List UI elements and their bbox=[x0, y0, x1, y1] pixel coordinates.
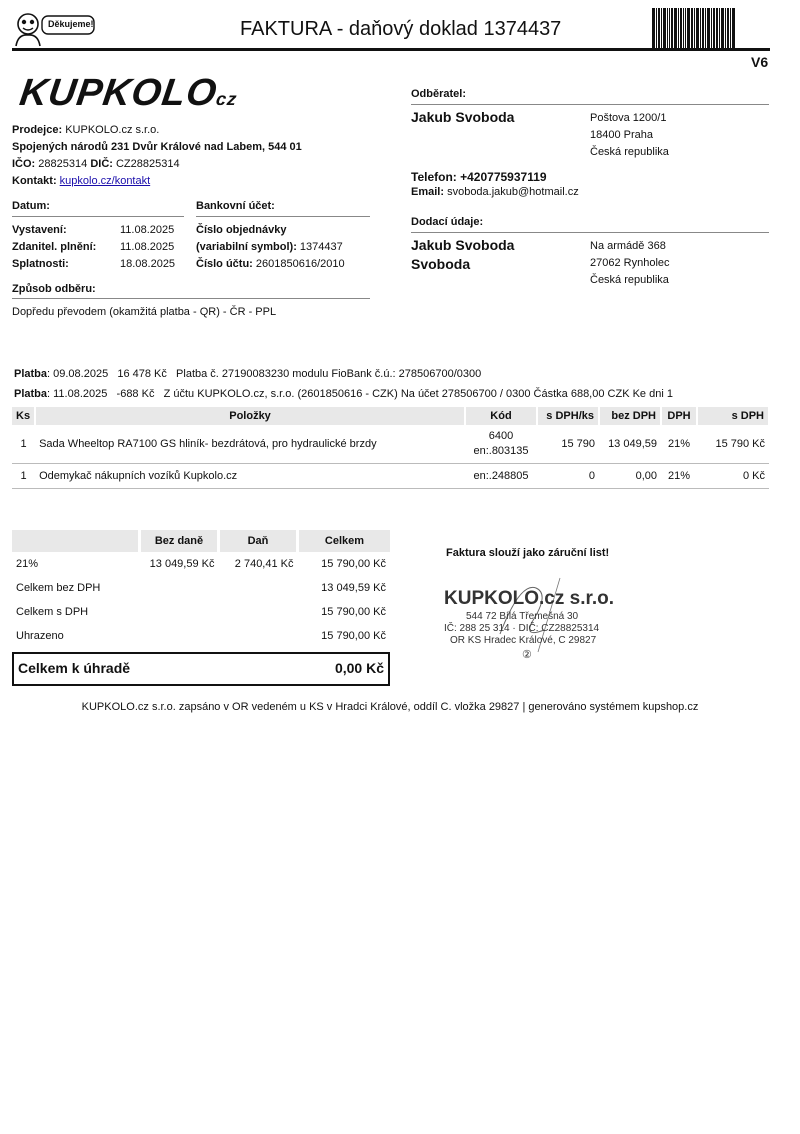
delivery-label: Dodací údaje: bbox=[411, 216, 484, 228]
invoice-title: FAKTURA - daňový doklad 1374437 bbox=[240, 18, 562, 40]
row-gross: 0 Kč bbox=[697, 464, 769, 489]
sum-label: Celkem s DPH bbox=[16, 606, 89, 618]
seller-address: Spojených národů 231 Dvůr Králové nad Labem, 544 01 bbox=[12, 141, 302, 153]
row-code bbox=[465, 425, 537, 464]
dic-label: DIČ: bbox=[90, 158, 113, 170]
buyer-label: Odběratel: bbox=[411, 88, 467, 100]
summary-row bbox=[12, 576, 390, 600]
ico-value: 28825314 bbox=[38, 158, 88, 170]
row-code: en:.248805 bbox=[465, 464, 537, 489]
contact-label: Kontakt: bbox=[12, 175, 57, 187]
sum-tax: 2 740,41 Kč bbox=[234, 558, 294, 570]
sum-label: Celkem bez DPH bbox=[16, 582, 101, 594]
col-items: Položky bbox=[35, 407, 465, 425]
dic-value: CZ28825314 bbox=[115, 158, 180, 170]
row-vat: 21% bbox=[661, 425, 697, 464]
contact-link[interactable]: kupkolo.cz/kontakt bbox=[59, 175, 151, 187]
row-unit-price: 0 bbox=[537, 464, 599, 489]
seller-name: KUPKOLO.cz s.r.o. bbox=[65, 124, 160, 136]
sum-label: Uhrazeno bbox=[16, 630, 64, 642]
sum-net: 13 049,59 Kč bbox=[149, 558, 215, 570]
amount-due-box bbox=[12, 652, 390, 686]
buyer-address-3: Česká republika bbox=[590, 146, 669, 158]
sum-tax bbox=[219, 624, 298, 648]
stamp-address: 544 72 Bílá Třemešná 30 bbox=[466, 611, 579, 622]
table-row bbox=[12, 464, 769, 489]
buyer-name: Jakub Svoboda bbox=[411, 109, 515, 125]
shipping-method-label: Způsob odběru: bbox=[12, 283, 96, 295]
buyer-divider bbox=[411, 104, 769, 105]
account-label: Číslo účtu: bbox=[196, 258, 253, 270]
dates-divider bbox=[12, 216, 184, 217]
header-divider bbox=[12, 48, 770, 51]
vs-value: 1374437 bbox=[299, 241, 343, 253]
payment-text: : 11.08.2025 -688 Kč Z účtu KUPKOLO.cz, s.r.o. (2601850616 - CZK) Na účet 278506700 / 0300 Částka 688,00 CZK Ke dni 1 bbox=[47, 388, 673, 400]
summary-row bbox=[12, 600, 390, 624]
sum-net bbox=[140, 624, 219, 648]
stamp-ids: IČ: 288 25 314 · DIČ: CZ28825314 bbox=[444, 623, 600, 634]
delivery-name-1: Jakub Svoboda bbox=[411, 237, 515, 253]
seller-ids bbox=[12, 158, 180, 170]
warranty-note: Faktura slouží jako záruční list! bbox=[446, 547, 610, 559]
date-taxable-value: 11.08.2025 bbox=[120, 241, 175, 253]
payment-label: Platba bbox=[14, 388, 48, 400]
summary-header-row bbox=[12, 530, 390, 552]
buyer-address-2: 18400 Praha bbox=[590, 129, 653, 141]
sum-total: 15 790,00 Kč bbox=[321, 606, 386, 618]
kupkolo-logo bbox=[17, 74, 240, 112]
footer-text: KUPKOLO.cz s.r.o. zapsáno v OR vedeném u KS v Hradci Králové, oddíl C. vložka 29827 | generováno systémem kupshop.cz bbox=[81, 701, 699, 713]
sum-col-net: Bez daně bbox=[140, 530, 219, 552]
email-value: svoboda.jakub@hotmail.cz bbox=[447, 186, 579, 198]
delivery-divider bbox=[411, 232, 769, 233]
sum-total: 15 790,00 Kč bbox=[321, 558, 386, 570]
delivery-address-1: Na armádě 368 bbox=[590, 240, 666, 252]
buyer-phone bbox=[411, 170, 547, 184]
date-due-label: Splatnosti: bbox=[12, 258, 69, 270]
phone-value: +420775937119 bbox=[460, 170, 547, 184]
variable-symbol bbox=[196, 241, 343, 253]
dates-label: Datum: bbox=[12, 200, 50, 212]
thank-you-mascot bbox=[12, 10, 98, 48]
sum-tax bbox=[219, 600, 298, 624]
delivery-address-3: Česká republika bbox=[590, 274, 669, 286]
version-label: V6 bbox=[751, 54, 769, 70]
code-primary: 6400 bbox=[488, 430, 514, 442]
date-due-value: 18.08.2025 bbox=[120, 258, 176, 270]
col-vat: DPH bbox=[661, 407, 697, 425]
sum-total: 13 049,59 Kč bbox=[321, 582, 386, 594]
row-net: 0,00 bbox=[599, 464, 661, 489]
stamp-number: ② bbox=[522, 649, 532, 661]
row-item-name: Sada Wheeltop RA7100 GS hliník- bezdrátová, pro hydraulické brzdy bbox=[35, 425, 465, 464]
company-stamp bbox=[440, 572, 620, 664]
sum-total: 15 790,00 Kč bbox=[321, 630, 386, 642]
payment-line-2 bbox=[14, 388, 673, 400]
bank-divider bbox=[196, 216, 370, 217]
seller-contact bbox=[12, 175, 150, 187]
seller-line bbox=[12, 124, 159, 136]
sum-net bbox=[140, 576, 219, 600]
summary-row bbox=[12, 552, 390, 576]
row-qty: 1 bbox=[12, 425, 35, 464]
summary-row bbox=[12, 624, 390, 648]
row-unit-price: 15 790 bbox=[537, 425, 599, 464]
email-label: Email: bbox=[411, 186, 445, 198]
row-vat: 21% bbox=[661, 464, 697, 489]
date-issued-label: Vystavení: bbox=[12, 224, 67, 236]
delivery-name-2: Svoboda bbox=[411, 256, 471, 272]
phone-label: Telefon: bbox=[411, 170, 457, 184]
col-unit-price: s DPH/ks bbox=[537, 407, 599, 425]
amount-due-label: Celkem k úhradě bbox=[18, 660, 131, 676]
account-number bbox=[196, 258, 345, 270]
col-gross: s DPH bbox=[697, 407, 769, 425]
code-ean: en:.803135 bbox=[473, 445, 529, 457]
sum-tax bbox=[219, 576, 298, 600]
row-qty: 1 bbox=[12, 464, 35, 489]
seller-label: Prodejce: bbox=[12, 124, 63, 136]
items-table bbox=[12, 407, 770, 489]
sum-col-total: Celkem bbox=[298, 530, 391, 552]
mascot-speech: Děkujeme! bbox=[48, 19, 94, 29]
payment-text: : 09.08.2025 16 478 Kč Platba č. 27190083230 modulu FioBank č.ú.: 278506700/0300 bbox=[47, 368, 482, 380]
row-gross: 15 790 Kč bbox=[697, 425, 769, 464]
order-number-label: Číslo objednávky bbox=[196, 224, 287, 236]
sum-col-label bbox=[12, 530, 140, 552]
amount-due-value: 0,00 Kč bbox=[334, 660, 384, 676]
account-value: 2601850616/2010 bbox=[255, 258, 345, 270]
sum-net bbox=[140, 600, 219, 624]
summary-table bbox=[12, 530, 390, 648]
buyer-email bbox=[411, 186, 579, 198]
col-qty: Ks bbox=[12, 407, 35, 425]
row-item-name: Odemykač nákupních vozíků Kupkolo.cz bbox=[35, 464, 465, 489]
buyer-address-1: Poštova 1200/1 bbox=[590, 112, 667, 124]
row-net: 13 049,59 bbox=[599, 425, 661, 464]
payment-label: Platba bbox=[14, 368, 48, 380]
stamp-registry: OR KS Hradec Králové, C 29827 bbox=[450, 635, 597, 646]
vs-label: (variabilní symbol): bbox=[196, 241, 297, 253]
items-header-row bbox=[12, 407, 769, 425]
logo-suffix: cz bbox=[214, 89, 239, 109]
stamp-company: KUPKOLO.cz s.r.o. bbox=[444, 588, 614, 609]
col-net: bez DPH bbox=[599, 407, 661, 425]
bank-label: Bankovní účet: bbox=[196, 200, 275, 212]
col-code: Kód bbox=[465, 407, 537, 425]
sum-label: 21% bbox=[16, 558, 39, 570]
shipping-method-value: Dopředu převodem (okamžitá platba - QR) - ČR - PPL bbox=[12, 306, 277, 318]
date-taxable-label: Zdanitel. plnění: bbox=[12, 241, 97, 253]
ico-label: IČO: bbox=[12, 158, 36, 170]
shipping-divider bbox=[12, 298, 370, 299]
barcode bbox=[652, 8, 744, 50]
table-row bbox=[12, 425, 769, 464]
logo-main: KUPKOLO bbox=[17, 72, 220, 114]
payment-line-1 bbox=[14, 368, 481, 380]
delivery-address-2: 27062 Rynholec bbox=[590, 257, 670, 269]
date-issued-value: 11.08.2025 bbox=[120, 224, 175, 236]
sum-col-tax: Daň bbox=[219, 530, 298, 552]
